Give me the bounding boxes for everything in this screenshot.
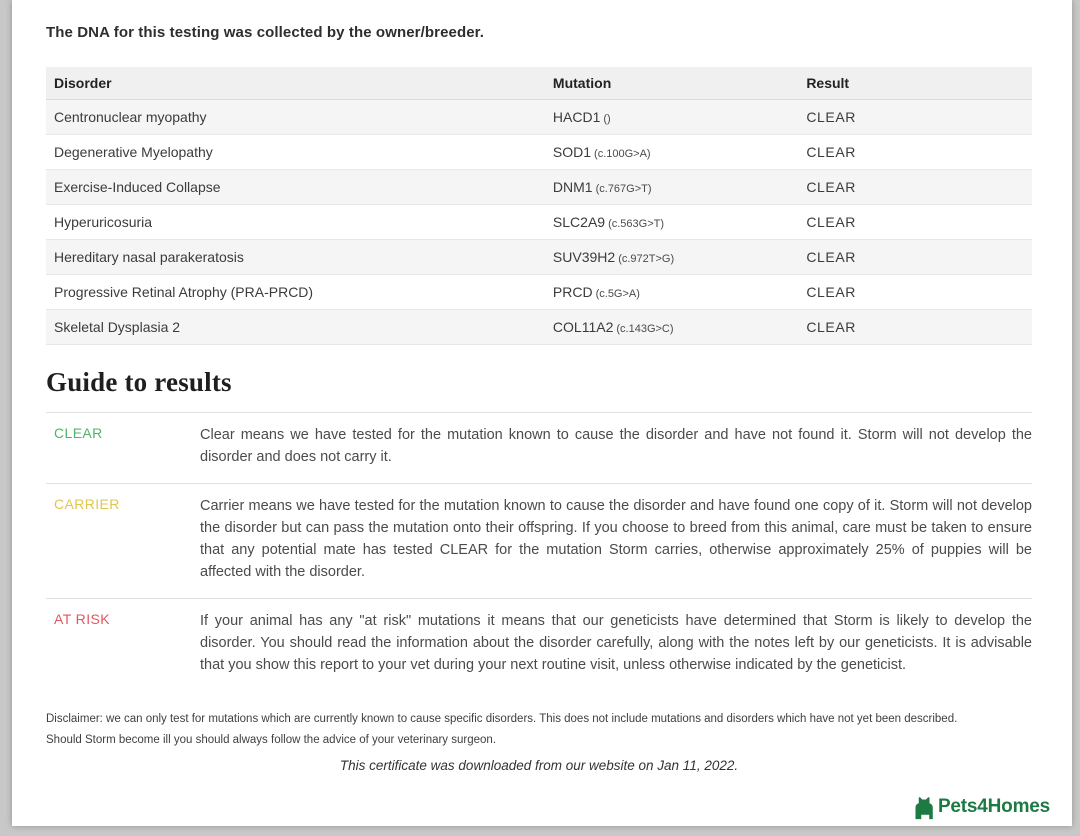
result-cell: CLEAR [798, 100, 1032, 135]
mutation-cell [545, 170, 798, 205]
table-row [46, 135, 1032, 170]
disorder-cell: Hyperuricosuria [46, 205, 545, 240]
carrier-label: CARRIER [54, 496, 120, 512]
column-header-result: Result [798, 67, 1032, 100]
table-row [46, 310, 1032, 345]
variant-notation: (c.563G>T) [608, 218, 665, 230]
variant-notation: (c.972T>G) [618, 253, 675, 265]
guide-entry-carrier [46, 483, 1032, 598]
at-risk-label: AT RISK [54, 611, 110, 627]
disorder-cell: Progressive Retinal Atrophy (PRA-PRCD) [46, 275, 545, 310]
result-cell: CLEAR [798, 310, 1032, 345]
disclaimer [46, 709, 1032, 751]
dna-results-table [46, 67, 1032, 345]
guide-entry-clear [46, 412, 1032, 483]
gene-name: SUV39H2 [552, 249, 616, 265]
mutation-cell [545, 240, 798, 275]
disorder-cell: Centronuclear myopathy [46, 100, 545, 135]
pets4homes-wordmark: Pets4Homes [937, 796, 1050, 817]
gene-name: PRCD [552, 284, 593, 300]
guide-to-results [46, 412, 1032, 691]
mutation-cell [545, 100, 798, 135]
gene-name: SOD1 [552, 144, 592, 160]
variant-notation: (c.100G>A) [594, 148, 651, 160]
table-row [46, 275, 1032, 310]
gene-name: DNM1 [552, 179, 593, 195]
guide-title: Guide to results [46, 367, 232, 397]
guide-entry-at-risk [46, 598, 1032, 691]
disclaimer-line-1: Disclaimer: we can only test for mutations which are currently known to cause specific disorders. This does not include mutations and disorders which have not yet been described. [46, 713, 958, 725]
download-note: This certificate was downloaded from our website on Jan 11, 2022. [339, 758, 739, 773]
gene-name: HACD1 [552, 109, 601, 125]
carrier-description: Carrier means we have tested for the mutation known to cause the disorder and have found one copy of it. Storm will not develop the disorder but can pass the mutation onto their offspring. If you choose to breed from this animal, care must be taken to ensure that any potential mate has tested CLEAR for the mutation Storm carries, otherwise approximately 25% of puppies will be affected with the disorder. [200, 498, 1032, 580]
table-row [46, 170, 1032, 205]
table-header-row [46, 67, 1032, 100]
gene-name: SLC2A9 [552, 214, 606, 230]
pets4homes-logo [910, 794, 1050, 820]
mutation-cell [545, 205, 798, 240]
clear-description: Clear means we have tested for the mutation known to cause the disorder and have not found it. Storm will not develop the disorder and does not carry it. [200, 427, 1032, 465]
variant-notation: () [603, 113, 611, 125]
pets4homes-dog-icon [910, 794, 934, 820]
disorder-cell: Skeletal Dysplasia 2 [46, 310, 545, 345]
disorder-cell: Hereditary nasal parakeratosis [46, 240, 545, 275]
disclaimer-line-2: Should Storm become ill you should always follow the advice of your veterinary surgeon. [46, 734, 497, 746]
variant-notation: (c.143G>C) [616, 323, 674, 335]
gene-name: COL11A2 [552, 319, 614, 335]
collection-note: The DNA for this testing was collected by the owner/breeder. [46, 24, 485, 41]
result-cell: CLEAR [798, 240, 1032, 275]
result-cell: CLEAR [798, 135, 1032, 170]
table-row [46, 205, 1032, 240]
variant-notation: (c.5G>A) [595, 288, 640, 300]
certificate-page [12, 0, 1072, 826]
result-cell: CLEAR [798, 275, 1032, 310]
table-row [46, 240, 1032, 275]
result-cell: CLEAR [798, 205, 1032, 240]
disorder-cell: Degenerative Myelopathy [46, 135, 545, 170]
disorder-cell: Exercise-Induced Collapse [46, 170, 545, 205]
mutation-cell [545, 135, 798, 170]
mutation-cell [545, 310, 798, 345]
column-header-mutation: Mutation [545, 67, 798, 100]
variant-notation: (c.767G>T) [595, 183, 652, 195]
result-cell: CLEAR [798, 170, 1032, 205]
table-row [46, 100, 1032, 135]
clear-label: CLEAR [54, 425, 103, 441]
at-risk-description: If your animal has any "at risk" mutations it means that our geneticists have determined that Storm is likely to develop the disorder. You should read the information about the disorder carefully, along with the notes left by our geneticists. It is advisable that you show this report to your vet during your next routine visit, unless otherwise indicated by the geneticist. [200, 613, 1032, 673]
column-header-disorder: Disorder [46, 67, 545, 100]
mutation-cell [545, 275, 798, 310]
